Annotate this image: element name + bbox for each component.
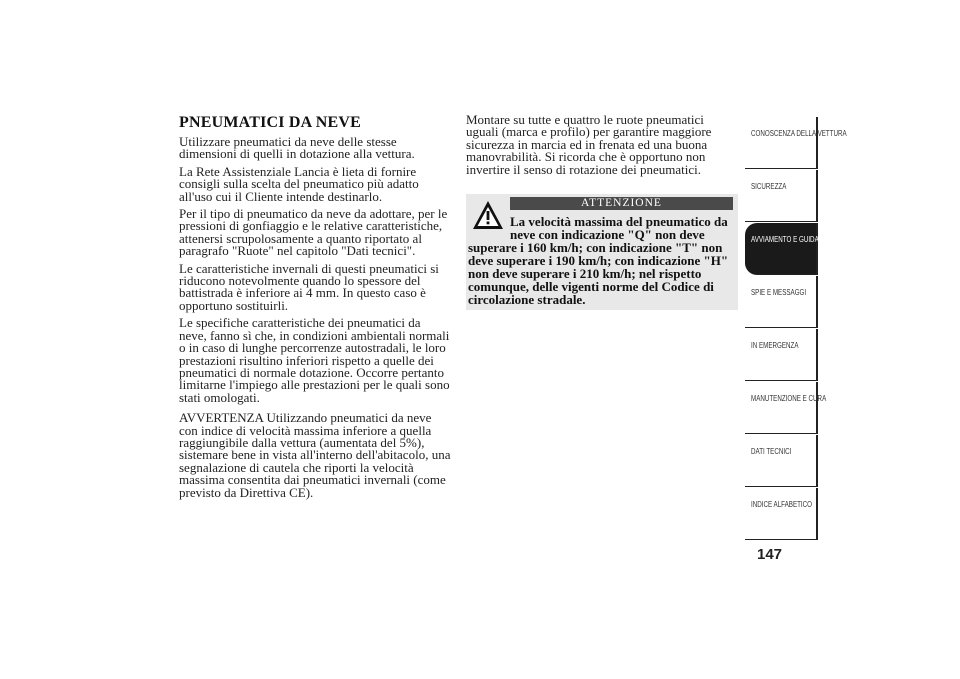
warning-text-indented: La velocità massima del pneumatico da neve con indicazione "Q" non deve (510, 214, 728, 242)
warning-box (466, 194, 738, 310)
tab-manutenzione-e-cura[interactable]: MANUTENZIONE E CURA (745, 382, 818, 434)
tab-spie-e-messaggi[interactable]: SPIE E MESSAGGI (745, 276, 818, 328)
tab-avviamento-e-guida[interactable]: AVVIAMENTO E GUIDA (745, 223, 818, 275)
paragraph: Le caratteristiche invernali di questi pneumatici si riducono notevolmente quando lo spessore del battistrada è inferiore ai 4 mm. In questo caso è opportuno sostituirli. (179, 260, 439, 313)
paragraph: Utilizzare pneumatici da neve delle stesse dimensioni di quelli in dotazione alla vettura. (179, 134, 415, 162)
page-number: 147 (757, 546, 783, 563)
tab-dati-tecnici[interactable]: DATI TECNICI (745, 435, 818, 487)
warning-text (468, 215, 734, 306)
paragraph: La Rete Assistenziale Lancia è lieta di fornire consigli sulla scelta del pneumatico più adatto all'uso cui il Cliente intende destinarlo. (179, 163, 419, 204)
paragraph: Per il tipo di pneumatico da neve da adottare, per le pressioni di gonfiaggio e le relative caratteristiche, attenersi scrupolosamente a quanto riportato al paragrafo "Ruote" nel capitolo "Dati tecnici". (179, 206, 448, 259)
section-heading: PNEUMATICI DA NEVE (179, 114, 361, 131)
avvertenza-paragraph: AVVERTENZA Utilizzando pneumatici da neve con indice di velocità massima inferiore a quella raggiungibile dalla vettura (aumentata del 5%), sistemare bene in vista all'interno dell'abitacolo, una segnalazione di cautela che riporti la velocità massima consentita dai pneumatici invernali (come previsto da Direttiva CE). (179, 410, 451, 500)
paragraph: Montare su tutte e quattro le ruote pneumatici uguali (marca e profilo) per garantire maggiore sicurezza in marcia ed in frenata ed una buona manovrabilità. Si ricorda che è opportuno non invertire il senso di rotazione dei pneumatici. (466, 112, 712, 177)
right-column (466, 114, 738, 181)
warning-title: ATTENZIONE (510, 197, 733, 210)
tab-conoscenza-della-vettura[interactable]: CONOSCENZA DELLA VETTURA (745, 117, 818, 169)
tab-in-emergenza[interactable]: IN EMERGENZA (745, 329, 818, 381)
tab-indice-alfabetico[interactable]: INDICE ALFABETICO (745, 488, 818, 540)
left-column (179, 114, 451, 504)
tab-sicurezza[interactable]: SICUREZZA (745, 170, 818, 222)
warning-text-rest: superare i 160 km/h; con indicazione "T" non deve superare i 190 km/h; con indicazione "H" non deve superare i 210 km/h; nel rispetto comunque, delle vigenti norme del Codice di circolazione stradale. (468, 240, 729, 307)
paragraph: Le specifiche caratteristiche dei pneumatici da neve, fanno sì che, in condizioni ambientali normali o in caso di lunghe percorrenze autostradali, le loro prestazioni risultino inferiori rispetto a quelle dei pneumatici di normale dotazione. Occorre pertanto limitarne l'impiego alle prestazioni per le quali sono stati omologati. (179, 315, 450, 405)
